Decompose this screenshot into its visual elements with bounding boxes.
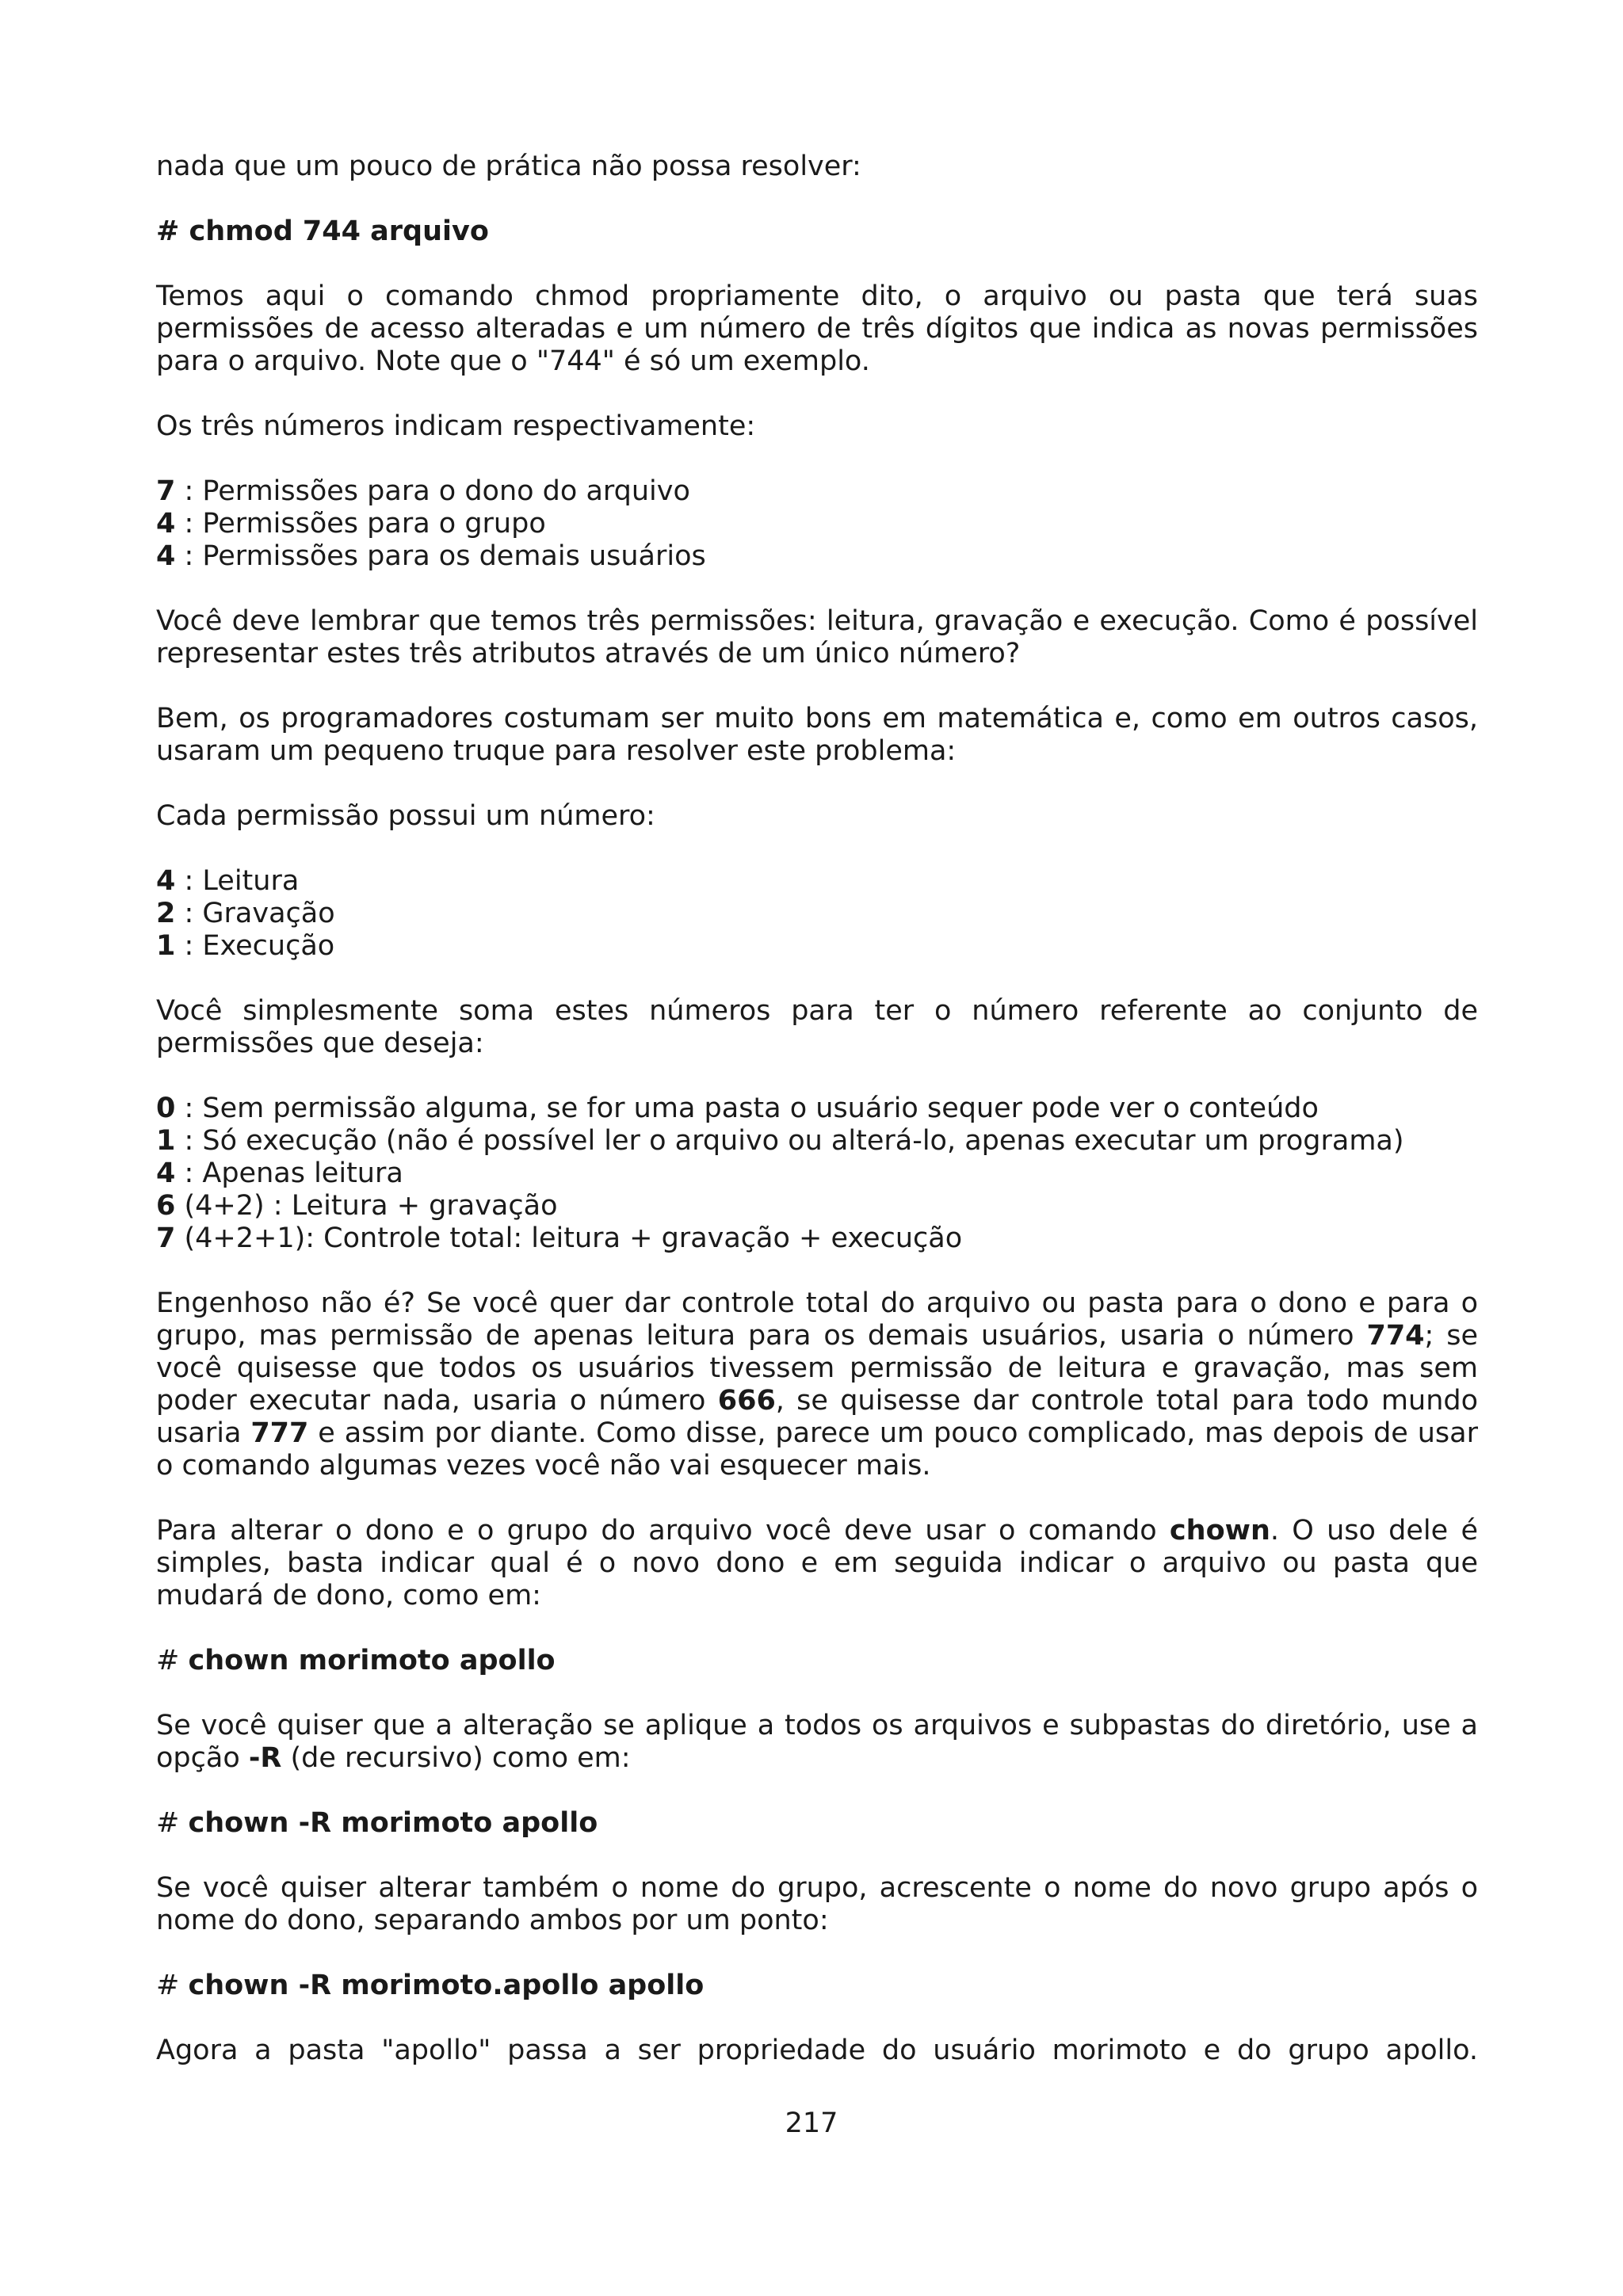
- list-item: 6 (4+2) : Leitura + gravação: [156, 1190, 558, 1222]
- paragraph: Você simplesmente soma estes números para ter o número referente ao conjunto de permissões que deseja:: [156, 995, 1478, 1059]
- list-item: 4 : Apenas leitura: [156, 1158, 403, 1189]
- list-item: 4 : Leitura: [156, 865, 300, 897]
- paragraph: Você deve lembrar que temos três permissões: leitura, gravação e execução. Como é possível representar estes três atributos através de um único número?: [156, 605, 1478, 669]
- list-item: 7 (4+2+1): Controle total: leitura + gravação + execução: [156, 1222, 963, 1254]
- list-item: 4 : Permissões para os demais usuários: [156, 540, 706, 572]
- list-item: 1 : Execução: [156, 930, 335, 962]
- list-item: 1 : Só execução (não é possível ler o arquivo ou alterá-lo, apenas executar um programa): [156, 1125, 1404, 1157]
- paragraph: nada que um pouco de prática não possa resolver:: [156, 151, 861, 182]
- paragraph: Para alterar o dono e o grupo do arquivo você deve usar o comando chown. O uso dele é simples, basta indicar qual é o novo dono e em seguida indicar o arquivo ou pasta que mudará de dono, como em:: [156, 1515, 1478, 1611]
- permission-sum-list: [156, 1093, 1478, 1255]
- command-chown: # chown morimoto apollo: [156, 1645, 556, 1676]
- paragraph: Engenhoso não é? Se você quer dar controle total do arquivo ou pasta para o dono e para o grupo, mas permissão de apenas leitura para os demais usuários, usaria o número 774; se você quisesse que todos os usuários tivessem permissão de leitura e gravação, mas sem poder executar nada, usaria o número 666, se quisesse dar controle total para todo mundo usaria 777 e assim por diante. Como disse, parece um pouco complicado, mas depois de usar o comando algumas vezes você não vai esquecer mais.: [156, 1287, 1479, 1482]
- list-item: 2 : Gravação: [156, 898, 335, 929]
- paragraph: Cada permissão possui um número:: [156, 800, 655, 832]
- permission-value-list: [156, 865, 1478, 963]
- list-item: 0 : Sem permissão alguma, se for uma pasta o usuário sequer pode ver o conteúdo: [156, 1093, 1319, 1124]
- paragraph: Se você quiser alterar também o nome do grupo, acrescente o nome do novo grupo após o nome do dono, separando ambos por um ponto:: [156, 1872, 1478, 1936]
- paragraph: Se você quiser que a alteração se aplique a todos os arquivos e subpastas do diretório, use a opção -R (de recursivo) como em:: [156, 1710, 1478, 1774]
- list-item: 7 : Permissões para o dono do arquivo: [156, 475, 690, 507]
- paragraph: Agora a pasta "apollo" passa a ser propriedade do usuário morimoto e do grupo apollo.: [156, 2035, 1478, 2066]
- page-number: 217: [785, 2107, 838, 2139]
- paragraph: Bem, os programadores costumam ser muito bons em matemática e, como em outros casos, usaram um pequeno truque para resolver este problema:: [156, 703, 1478, 767]
- command-chown-group: # chown -R morimoto.apollo apollo: [156, 1970, 705, 2001]
- command-chown-recursive: # chown -R morimoto apollo: [156, 1807, 598, 1839]
- page-body: [156, 151, 1478, 2067]
- paragraph: Temos aqui o comando chmod propriamente dito, o arquivo ou pasta que terá suas permissões de acesso alteradas e um número de três dígitos que indica as novas permissões para o arquivo. Note que o "744" é só um exemplo.: [156, 280, 1478, 377]
- paragraph: Os três números indicam respectivamente:: [156, 410, 756, 442]
- command-chmod: # chmod 744 arquivo: [156, 215, 489, 247]
- list-item: 4 : Permissões para o grupo: [156, 508, 546, 540]
- permission-owner-list: [156, 475, 1478, 573]
